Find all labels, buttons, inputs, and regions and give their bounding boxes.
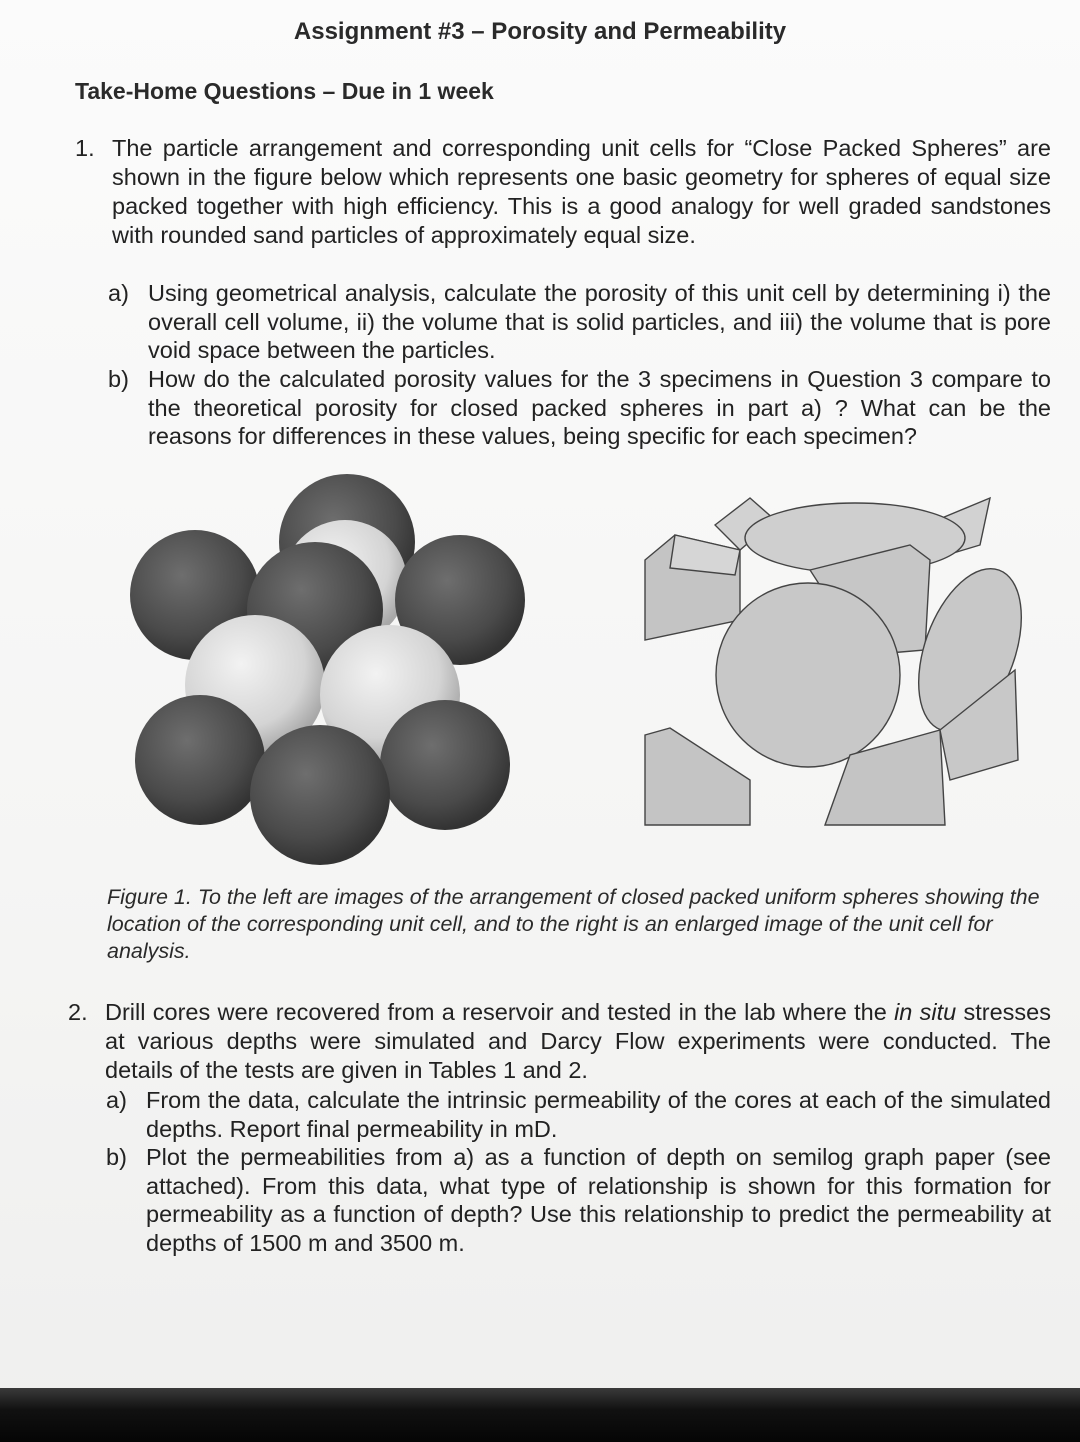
part-text: From the data, calculate the intrinsic permeability of the cores at each of the simulated depths. Report final permeability in mD.: [146, 1087, 1051, 1142]
part-label: a): [108, 280, 129, 306]
question-1: [75, 134, 1051, 250]
question-2-part-b: [106, 1143, 1051, 1257]
question-2-part-a: [106, 1086, 1051, 1143]
question-text-part: Drill cores were recovered from a reservoir and tested in the lab where the: [105, 999, 895, 1025]
part-label: a): [106, 1087, 127, 1113]
part-text: How do the calculated porosity values for the 3 specimens in Question 3 compare to the theoretical porosity for closed packed spheres in part a) ? What can be the reasons for differences in these values, being specific for each specimen?: [148, 366, 1051, 449]
section-heading: Take-Home Questions – Due in 1 week: [75, 78, 494, 104]
question-2: [68, 998, 1051, 1085]
question-1-part-a: [108, 279, 1051, 365]
question-1-part-b: [108, 365, 1051, 451]
figure-caption: Figure 1. To the left are images of the arrangement of closed packed uniform spheres showing the location of the corresponding unit cell, and to the right is an enlarged image of the unit cell for analysis.: [107, 885, 1040, 963]
page-title: Assignment #3 – Porosity and Permeability: [293, 18, 787, 45]
part-text: Using geometrical analysis, calculate the porosity of this unit cell by determining i) the overall cell volume, ii) the volume that is solid particles, and iii) the volume that is pore void space between the particles.: [148, 280, 1051, 363]
question-number: 2.: [68, 999, 88, 1025]
part-text: Plot the permeabilities from a) as a function of depth on semilog graph paper (see attached). From this data, what type of relationship is shown for this formation for permeability as a function of depth? Use this relationship to predict the permeability at depths of 1500 m and 3500 m.: [146, 1144, 1051, 1256]
page-bottom-shadow: [0, 1388, 1080, 1442]
question-text-italic: in situ: [894, 999, 957, 1025]
question-text: [105, 998, 1051, 1085]
question-text: The particle arrangement and corresponding unit cells for “Close Packed Spheres” are shown in the figure below which represents one basic geometry for spheres of equal size packed together with high efficiency. This is a good analogy for well graded sandstones with rounded sand particles of approximately equal size.: [112, 135, 1051, 248]
part-label: b): [108, 366, 129, 392]
part-label: b): [106, 1144, 127, 1170]
question-text-part: stresses at various depths were simulated and Darcy Flow experiments were conducted. The details of the tests are given in Tables 1 and 2.: [105, 999, 1051, 1083]
question-number: 1.: [75, 135, 95, 161]
unit-cell-image: [640, 490, 1025, 835]
close-packed-spheres-image: [125, 470, 545, 870]
